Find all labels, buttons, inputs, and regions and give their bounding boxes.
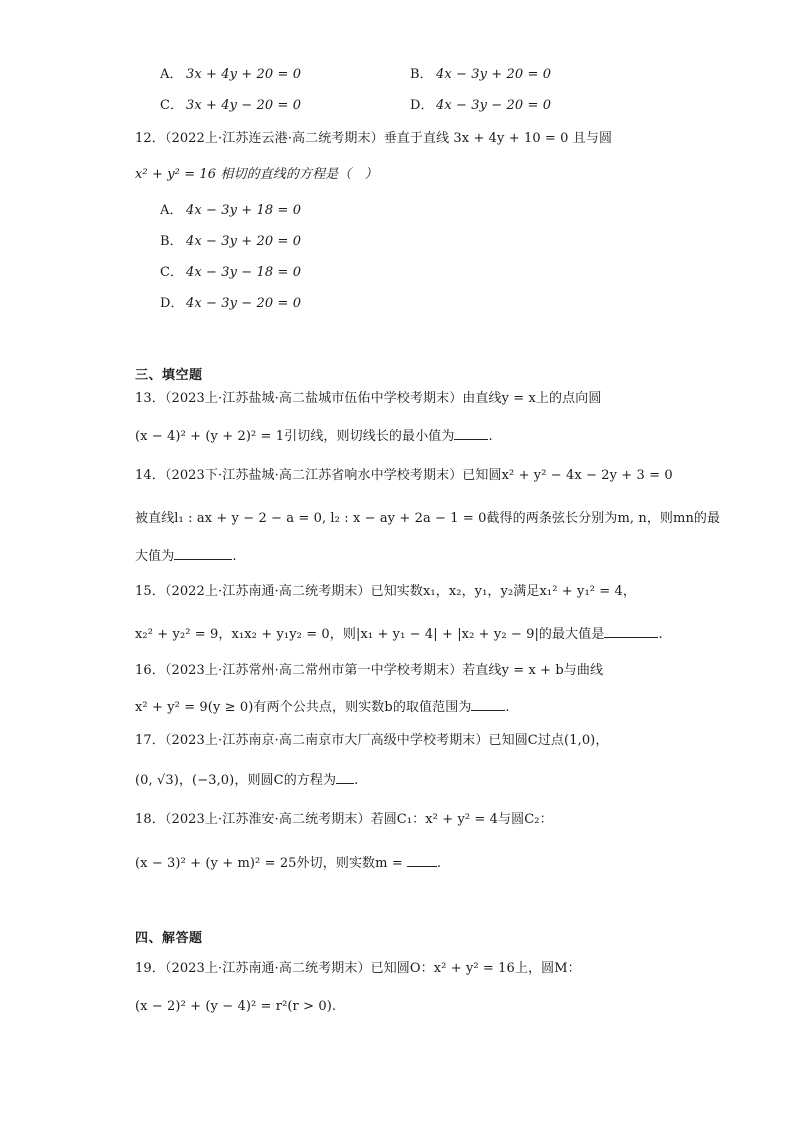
option-text: 3x + 4y + 20 = 0	[186, 67, 302, 82]
q18-stem-line2	[135, 853, 441, 873]
section-heading-answers: 四、解答题	[135, 931, 203, 946]
q16-text: x² + y² = 9(y ≥ 0)有两个公共点，则实数b的取值范围为	[135, 700, 472, 715]
q12-stem-line2: x² + y² = 16 相切的直线的方程是（ ）	[135, 167, 378, 182]
q15-text: x₂² + y₂² = 9，x₁x₂ + y₁y₂ = 0，则|x₁ + y₁ − 4| + |x₂ + y₂ − 9|的最大值是	[135, 627, 605, 642]
option-label: D．	[160, 296, 184, 311]
option-label: B．	[160, 234, 183, 249]
q12-option-a	[160, 202, 301, 220]
option-label: D．	[410, 98, 434, 113]
option-label: A．	[160, 203, 183, 218]
q14-stem-line1: 14．（2023下·江苏盐城·高二江苏省响水中学校考期末）已知圆x² + y² − 4x − 2y + 3 = 0	[135, 468, 673, 483]
q12-option-b	[160, 233, 301, 251]
q19-stem-line2: (x − 2)² + (y − 4)² = r²(r > 0).	[135, 999, 337, 1014]
q14-stem-line3	[135, 546, 237, 566]
section-heading-fill-in: 三、填空题	[135, 368, 203, 383]
q13-stem-line2	[135, 426, 493, 446]
option-label: C．	[160, 98, 184, 113]
q16-stem-line2	[135, 697, 510, 717]
q16-stem-line1: 16．（2023上·江苏常州·高二常州市第一中学校考期末）若直线y = x + b与曲线	[135, 663, 604, 678]
option-text: 4x − 3y − 18 = 0	[186, 265, 302, 280]
option-text: 4x − 3y + 20 = 0	[436, 67, 552, 82]
q17-text-end: .	[354, 773, 359, 788]
q13-text: (x − 4)² + (y + 2)² = 1引切线，则切线长的最小值为	[135, 429, 455, 444]
q12-option-c	[160, 264, 301, 282]
q17-stem-line2	[135, 770, 358, 790]
option-text: 4x − 3y + 20 = 0	[186, 234, 302, 249]
q11-option-c	[160, 97, 301, 115]
answer-blank	[336, 770, 354, 784]
option-label: A．	[160, 67, 183, 82]
answer-blank	[174, 546, 232, 560]
q13-stem-line1: 13．（2023上·江苏盐城·高二盐城市伍佑中学校考期末）由直线y = x上的点向圆	[135, 391, 602, 406]
option-text: 4x − 3y − 20 = 0	[186, 296, 302, 311]
q14-text-end: .	[232, 549, 237, 564]
q15-stem-line1: 15．（2022上·江苏南通·高二统考期末）已知实数x₁，x₂，y₁，y₂满足x₁² + y₁² = 4，	[135, 584, 636, 599]
answer-blank	[407, 853, 437, 867]
q11-option-a	[160, 66, 301, 84]
q11-option-b	[410, 66, 551, 84]
option-label: B．	[410, 67, 433, 82]
answer-blank	[604, 624, 658, 638]
answer-blank	[454, 426, 488, 440]
q15-stem-line2	[135, 624, 663, 644]
option-text: 4x − 3y − 20 = 0	[436, 98, 552, 113]
q11-option-d	[410, 97, 551, 115]
q12-stem-line1: 12．（2022上·江苏连云港·高二统考期末）垂直于直线 3x + 4y + 10 = 0 且与圆	[135, 131, 613, 146]
q17-text: (0, √3)，(−3,0)，则圆C的方程为	[135, 773, 337, 788]
option-text: 3x + 4y − 20 = 0	[186, 98, 302, 113]
q17-stem-line1: 17．（2023上·江苏南京·高二南京市大厂高级中学校考期末）已知圆C过点(1,0)，	[135, 733, 609, 748]
option-text: 4x − 3y + 18 = 0	[186, 203, 302, 218]
q15-text-end: .	[658, 627, 663, 642]
q16-text-end: .	[505, 700, 510, 715]
q19-stem-line1: 19．（2023上·江苏南通·高二统考期末）已知圆O：x² + y² = 16上，圆M：	[135, 961, 581, 976]
answer-blank	[471, 697, 505, 711]
q18-stem-line1: 18．（2023上·江苏淮安·高二统考期末）若圆C₁：x² + y² = 4与圆C₂：	[135, 812, 553, 827]
q13-text-end: .	[488, 429, 493, 444]
q18-text-end: .	[436, 856, 442, 871]
q12-option-d	[160, 295, 301, 313]
q18-text: (x − 3)² + (y + m)² = 25外切，则实数m =	[135, 856, 403, 871]
q14-stem-line2: 被直线l₁ : ax + y − 2 − a = 0, l₂ : x − ay + 2a − 1 = 0截得的两条弦长分别为m, n，则mn的最	[135, 511, 721, 526]
q14-text: 大值为	[135, 549, 175, 564]
option-label: C．	[160, 265, 184, 280]
